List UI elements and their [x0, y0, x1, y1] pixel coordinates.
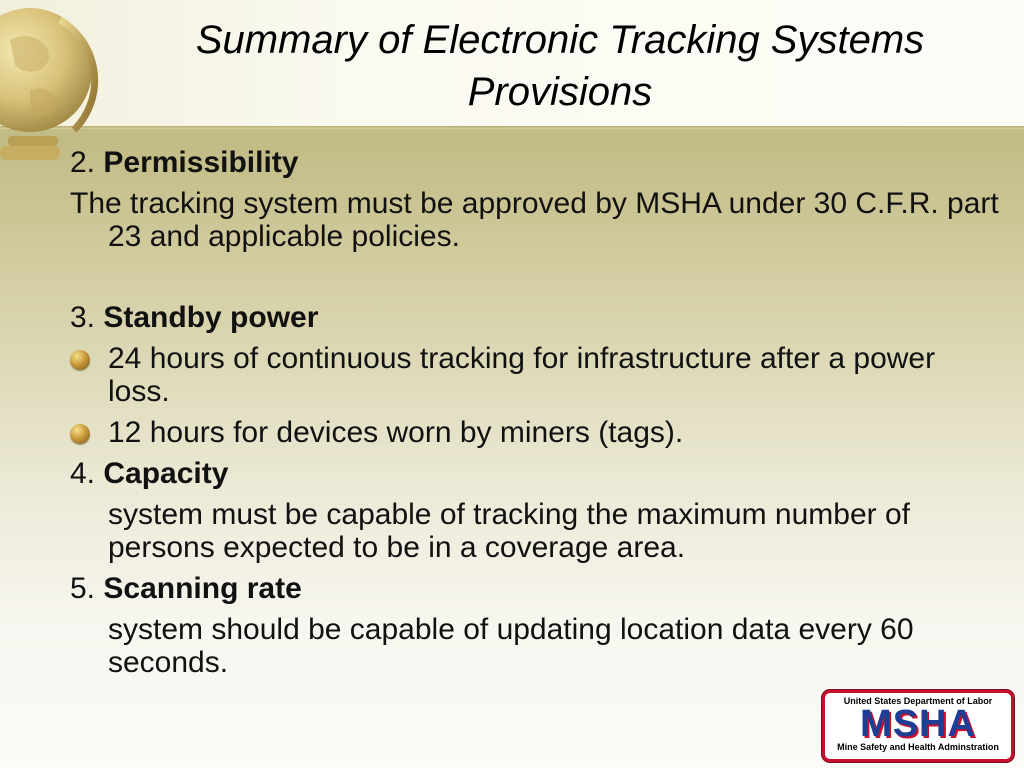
bullet-item: [70, 416, 1000, 449]
spacer: [70, 253, 1000, 301]
item-title: Permissibility: [103, 146, 299, 179]
bullet-orb-icon: [70, 424, 90, 444]
bullet-orb-icon: [70, 350, 90, 370]
item-title: Standby power: [103, 301, 319, 334]
logo-main-text: MSHA: [860, 703, 976, 745]
item-title: Scanning rate: [103, 572, 302, 605]
item-number: 4.: [70, 457, 96, 490]
item-heading-scanning-rate: [70, 572, 1000, 605]
item-heading-standby-power: [70, 301, 1000, 334]
item-title: Capacity: [103, 457, 229, 490]
item-text-permissibility: The tracking system must be approved by MSHA under 30 C.F.R. part 23 and applicable policies.: [70, 187, 999, 253]
title-line-1: Summary of Electronic Tracking Systems: [195, 18, 925, 62]
bullet-text: 12 hours for devices worn by miners (tags).: [108, 416, 684, 449]
item-heading-permissibility: [70, 146, 1000, 179]
globe-icon: [0, 0, 110, 170]
title-line-2: Provisions: [467, 70, 653, 114]
bullet-item: [70, 342, 1000, 408]
item-heading-capacity: [70, 457, 1000, 490]
item-number: 3.: [70, 301, 96, 334]
item-text-scanning-rate: system should be capable of updating location data every 60 seconds.: [108, 613, 914, 679]
bullet-text: 24 hours of continuous tracking for infrastructure after a power loss.: [108, 342, 936, 408]
item-number: 2.: [70, 146, 96, 179]
slide-title: [120, 14, 1000, 118]
item-number: 5.: [70, 572, 96, 605]
logo-top-text: United States Department of Labor: [843, 696, 993, 706]
item-text-capacity: system must be capable of tracking the maximum number of persons expected to be in a coverage area.: [108, 498, 911, 564]
title-divider: [0, 126, 1024, 129]
slide-content: [70, 146, 1000, 679]
msha-logo: [822, 690, 1014, 762]
logo-bottom-text: Mine Safety and Health Adminstration: [837, 742, 999, 752]
